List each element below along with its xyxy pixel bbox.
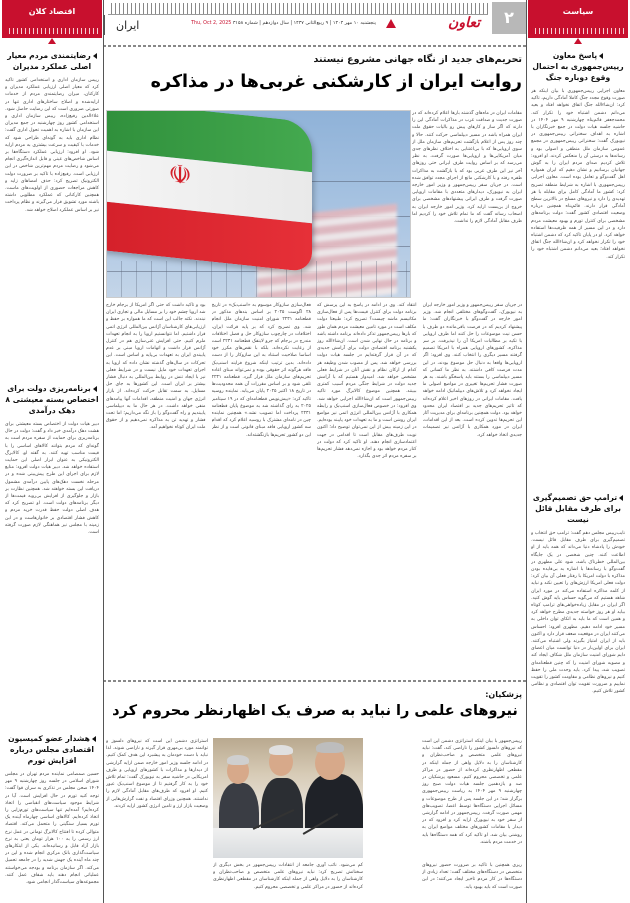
- side-story: [2, 721, 102, 903]
- rubric-macroeconomics: [2, 0, 102, 38]
- main-story-column: در جریان سفر رییس‌جمهور و وزیر امور خارجه ایران به نیویورک، گفت‌وگوهای مختلفی انجام شد. وزیر امور خارجه در گفت‌وگو با خبرنگاران گفت: ما پیشنهاد کردیم که در فرصت باقی‌مانده دو طرف با حسن نیت موضوعات را حل کنند اما طرف اروپایی با تکیه بر مطالبات امریکا آن را نپذیرفت. بر سر مذاکره، کشورهای اروپایی همراه با امریکا تصمیم گرفتند مسیر دیگری را انتخاب کنند. وی افزود: اگر اروپایی‌ها واقعا به دنبال حل موضوع بودند، در این مدت فرصت کافی داشتند. به نظر ما کسانی که مسیر دیپلماسی را بستند باید پاسخگو باشند. به هر صورت فشار تحریم‌ها تغییری در مواضع اصولی ما ایجاد نخواهد کرد و تلاش‌های دیپلماتیک ادامه خواهد یافت. مقامات ایرانی در روزهای اخیر اعلام کرده‌اند که تاثیر تحریم‌های جدید بر اقتصاد ایران محدود خواهد بود. دولت همچنین برنامه‌ای برای مدیریت آثار این تحریم‌ها تدوین کرده است. بعد از این اقدامات، ایران در مورد همکاری با آژانس نیز تصمیمات جدیدی اتخاذ خواهد کرد.: [422, 303, 522, 438]
- bullet-arrow-icon: [92, 736, 96, 742]
- side-story-body: دبیر هیات دولت از اختصاص بسته معیشتی برای هشت دهک درآمدی خبر داد و گفت: دولت در حال برنامه‌ریزی برای حمایت از سفره مردم است به گونه‌ای که مردم بتوانند کالاهای اساسی را با قیمت مناسب تهیه کنند. به گفته او، کالابرگ الکترونیکی به عنوان ابزار اصلی این حمایت استفاده خواهد شد. دبیر هیات دولت افزود: منابع لازم برای اجرای این طرح پیش‌بینی شده و در مرحله نخست دهک‌های پایین درآمدی مشمول دریافت این بسته خواهند شد. همچنین نظارت بر بازار و جلوگیری از افزایش بی‌رویه قیمت‌ها از دیگر برنامه‌های دولت است. او تصریح کرد که هدف اصلی دولت حفظ قدرت خرید مردم و کاهش فشار اقتصادی بر خانوارهاست و در این زمینه با مجلس نیز هماهنگی لازم صورت گرفته است.: [5, 422, 99, 536]
- main-story-column: بود و تاکید داشت که حتی اگر امریکا از برجام خارج شد اروپا چشم خود را بر مسایل مالی و تجاری ایران نبندند. نکته جالب این است که ما همواره بر حفظ و ارزیابی‌های کارشناسان آژانس بین‌المللی انرژی اتمی قرار داشتیم. اما نتوانستیم اروپا را به انجام تعهدات ملزم کنیم. حتی افزایش غنی‌سازی هم در کنترل آژانس قرار داشت و اتهامات اروپا مبنی بر عدم پایبندی ایران به تعهدات بی‌پایه و اساس است. این تحرکات در سال‌های گذشته نشان داده که اروپا به اجرای تعهدات خود مایل نیست و در شرایط فعلی نیز با ایجاد تنش در روابط بین‌المللی به دنبال فشار بیشتر بر ایران است. این کشورها به جای حل مسایل، به سمت تقابل حرکت کرده‌اند. از بازار انرژی جهان و امنیت منطقه، اقدامات آنها پیامدهای منفی خواهد داشت. در هر حال ما به دیپلماسی پایبندیم و راه گفت‌وگو را باز نگه می‌داریم؛ اما تحت فشار و تهدید تن به مذاکره نمی‌دهیم و از حقوق ملت ایران کوتاه نخواهیم آمد.: [106, 303, 206, 431]
- main-story-columns: [106, 302, 522, 672]
- bullet-arrow-icon: [599, 53, 603, 59]
- main-story-column: فعال‌سازی سازوکار موسوم به «اسنپ‌بک» در تاریخ ۲۸ اگوست ۲۰۲۵ بر اساس بندهای مذکور در قطعنامه ۲۲۳۱ شورای امنیت سازمان ملل انجام شد. وی تصریح کرد که بر پایه قرائت ایران، اختلافات در چارچوب سازوکار حل و فصل اختلافات مندرج در برجام که جزو لاینفک قطعنامه ۲۲۳۱ است از رعایت نکرده‌اند. بلکه با نقض‌های مکرر خود اساسا صلاحیت استناد به این سازوکار را از دست داده‌اند. بدین ترتیب اینکه شروع فرایند اسنپ‌بک فاقد هرگونه اثر حقوقی بوده و نمی‌تواند مبنای اعاده تحریم‌های سازمان ملل قرار گیرد. قطعنامه ۲۲۳۱ تلقی شود و بر اساس مقررات آن همه محدودیت‌ها در تاریخ ۱۸ اکتبر ۲۰۲۵ پایان می‌یابد. نماینده روسیه تاکید کرد: «پیش‌نویس قطعنامه‌ای که در ۱۹ سپتامبر ۲۰۲۵ به رای گذاشته شد به موضوع پایان قطعنامه ۲۲۳۱ پرداخت اما تصویب نشد.» همچنین نماینده چین در نامه‌ای مشترک با روسیه اعلام کرد که اقدام سه کشور اروپایی فاقد مبنای قانونی است و از نظر این دو کشور تحریم‌ها بازنگشته‌اند.: [211, 303, 311, 438]
- iran-flag-icon: [106, 110, 312, 272]
- side-story: [2, 367, 102, 721]
- side-story-headline[interactable]: [531, 50, 625, 83]
- dateline-english: Thu, Oct 2, 2025: [191, 21, 232, 26]
- side-story-body: رییس سازمان اداری و استخدامی کشور تاکید کرد که معیار اصلی ارزیابی عملکرد مدیران و کارکنان، میزان رضایتمندی مردم از خدمات ارایه‌شده و اصلاح ساختارهای اداری تنها در صورتی ضروری است که این رضایت حاصل شود. علاءالدین رفیع‌زاده، رییس سازمان اداری و استخدامی کشور روز چهارشنبه در جمع مدیران این سازمان با اشاره به اهمیت تحول اداری گفت: نظام اداری باید به گونه‌ای طراحی شود که خدمات با کیفیت و سرعت بیشتری به مردم ارایه شود. او افزود: ارزیابی عملکرد دستگاه‌ها بر اساس شاخص‌های عینی و قابل اندازه‌گیری انجام می‌شود و رضایت مردم مهم‌ترین شاخص در این ارزیابی است. رفیع‌زاده با تاکید بر ضرورت دولت الکترونیک تصریح کرد: حذف امضاهای زاید و کاهش مراجعات حضوری از اولویت‌های ماست. همچنین کارکنانی که عملکرد مطلوبی داشته باشند مورد تشویق قرار می‌گیرند و نظام پرداخت نیز بر اساس عملکرد اصلاح خواهد شد.: [5, 78, 99, 213]
- rubric-marker-icon: [574, 38, 582, 44]
- second-story-column: استراتژی دشمن این است که نیروهای دلسوز و توانمند مورد بی‌مهری قرار گیرند و ناراضی شوند. لذا نباید با دست خودمان به پیشبرد این هدف کمک کنیم. در ادامه جلسه وزیر امور خارجه ضمن ارایه گزارشی از دیدارها و مذاکرات با کشورهای اروپایی و طرف امریکایی در حاشیه سفر به نیویورک گفت: تمام تلاش خود را به کار گرفتیم تا از موضوع اسنپ‌بک عبور کنیم. او افزود که طرف‌های مقابل آمادگی لازم را نداشتند. همچنین وزرای اقتصاد و نفت گزارش‌هایی از وضعیت بازار ارز و تامین انرژی کشور ارایه کردند.: [106, 739, 208, 809]
- second-story-headline[interactable]: نیروهای علمی را نباید به صرف یک اظهارنظر محروم کرد: [112, 703, 518, 719]
- bullet-arrow-icon: [619, 495, 623, 501]
- second-story-column: رییس‌جمهور با بیان اینکه استراتژی دشمن این است که نیروهای دلسوز کشور را ناراضی کند، گفت: نباید نیروهای علمی متخصص و صاحب‌نظران و کارشناسان را به دلایل واهی از جمله اینکه در مقطعی اظهارنظری کرده‌اند از حضور در مراکز علمی و تخصصی محروم کنیم. مسعود پزشکیان در صد و یازدهمین جلسه هیات دولت صبح روز چهارشنبه ۹ مهر ۱۴۰۴ به ریاست رییس‌جمهوری برگزار شد؛ در این جلسه پس از طرح موضوعات و مسائل اجرایی دستگاه‌ها توسط اعضا، تصویب‌های مهمی صورت گرفت. رییس‌جمهور در ادامه گزارشی از سفر خود به نیویورک ارایه کرد و افزود که در دیدار با مقامات کشورهای مختلف مواضع ایران به روشنی بیان شد. او تاکید کرد که همه دستگاه‌ها باید در خدمت مردم باشند.: [422, 739, 522, 845]
- person-hair: [269, 745, 293, 755]
- second-story-kicker: پزشکیان:: [485, 690, 522, 699]
- side-story-headline-text: رضایتمندی مردم معیار اصلی عملکرد مدیران: [7, 51, 92, 71]
- cabinet-meeting-photo: [213, 738, 363, 858]
- side-story-body: معاون اجرایی رییس‌جمهوری با بیان اینکه هر صورت وقوع مجدد جنگ کاملا آمادگی داریم، تاکید کرد: ان‌شاءالله جنگ اتفاق نخواهد افتاد و بعید می‌دانم دشمن اشتباه خود را تکرار کند. محمدجعفر قائم‌پناه چهارشنبه ۹ مهر ۱۴۰۴ در حاشیه جلسه هیات دولت در جمع خبرنگاران با اشاره به اهداف سخنرانی رییس‌جمهوری در نیویورک گفت: سخنرانی رییس‌جمهوری در مجمع عمومی سازمان ملل منطقی و اصولی بود و رسانه‌ها به درستی آن را منعکس کردند. او افزود: تلاش کردیم صدای مردم ایران را به گوش جهانیان برسانیم و نشان دهیم که ایران همواره اهل گفت‌وگو و تعامل بوده است. معاون اجرایی رییس‌جمهوری با اشاره به شرایط منطقه تصریح کرد: کشور ما آمادگی کامل برای مقابله با هر تهدیدی را دارد و نیروهای مسلح در بالاترین سطح آمادگی قرار دارند. قائم‌پناه همچنین درباره وضعیت اقتصادی کشور گفت: دولت برنامه‌های مشخصی برای کنترل تورم و بهبود معیشت مردم دارد و در این مسیر از همه ظرفیت‌ها استفاده خواهد کرد. او در پایان تاکید کرد که دشمن اشتباه خود را تکرار نخواهد کرد و ان‌شاءالله جنگ اتفاق نخواهد افتاد؛ بعید می‌دانم دشمن اشتباه خود را تکرار کند.: [531, 89, 625, 260]
- second-story-column: کم می‌شود. نائب آوری جامعه از انتقادات رییس‌جمهور در بخش دیگری از سخنانش تصریح کرد: نباید نیروهای علمی متخصص و صاحب‌نظران و کارشناسان را به دلایل واهی از جمله اینکه کارشناسان در مقطعی اظهارنظری کرده‌اند از حضور در مراکز علمی و تخصصی محروم کنیم.: [213, 863, 363, 890]
- iran-emblem-icon: ☫: [168, 158, 192, 192]
- dateline-persian: پنجشنبه ۱۰ مهر ۱۴۰۴ | ۹ ربیع‌الثانی ۱۴۴۷ | سال دوازدهم | شماره ۳۱۵۸: [232, 21, 376, 26]
- dateline: [191, 21, 376, 26]
- right-sidebar: [528, 0, 628, 903]
- side-story: [528, 466, 628, 903]
- side-story-headline-text: پاسخ معاون رییس‌جمهوری به احتمال وقوع دوباره جنگ: [532, 51, 624, 82]
- main-story-lead: مقامات ایران در ماه‌های گذشته بارها اعلام کرده‌اند که در صورت جدیت و صداقت غرب در مذاکرات آمادگی این را دارند که اگر ساز و کارهای پیش رو بالیات حقوق ملت ایران همراه باشد در مسیر دیپلماسی حرکت کنند. حالا و چند روز پس از اعلام بازگشت تحریم‌های سازمان ملل از سوی اروپایی‌ها که با بی‌اعتنایی به اختلاف نظرهای جدی میان آمریکایی‌ها و اروپایی‌ها صورت گرفت، به نظر می‌رسد که بر اساس روایت طرف ایرانی حتی روزهای آخر نیز این طرف غربی بود که با بازگشت به مذاکرات طفره رفته و با کارشکنی مانع از اجرای مجدد توافق شده است. در جریان سفر رییس‌جمهور و وزیر امور خارجه ایران به نیویورک، دیدارهای متعددی با مقامات اروپایی صورت گرفت و طرف ایرانی پیشنهادهای مشخصی برای خروج از بن‌بست ارایه کرد. وزیر امور خارجه ایران به اصحاب رسانه گفت که ما تمام تلاش خود را کردیم اما طرف مقابل آمادگی لازم را نداشت.: [412, 111, 522, 225]
- page-number: ۲: [492, 2, 526, 34]
- side-story-headline[interactable]: [5, 733, 99, 766]
- side-story-headline-text: برنامه‌ریزی دولت برای اختصاص بسته معیشتی ۸ دهک درآمدی: [5, 384, 99, 415]
- side-story-headline[interactable]: [5, 383, 99, 416]
- side-story-body: نایب‌رییس مجلس دهم گفت: ترامپ حق انتخاب و تصمیم‌گیری برای طرف مقابل قائل نیست. خودش را پادشاه دنیا می‌داند که همه باید از او اطاعت کنند. چنین شخصی در یک جایگاه بین‌المللی خطرناک باشد، شود علی مطهری در گفت‌وگو با رسانه‌ها با اشاره به بی‌فایده بودن مذاکره با دولت امریکا با رفتار فعلی آن بیان کرد: دولت فعلی امریکا ارزش‌های را تعیین نکند و نباید از کلمه مذاکره استفاده می‌کند در مورد ایران شاهد هستیم که می‌گوید حساس باید گوش کنید. اگر ایران در مقابل زیاده‌خواهی‌های ترامپ کوتاه بیاید او هر روز خواسته جدیدی مطرح خواهد کرد و همین است که ما باید به اتکای توان داخلی به مسیر خود ادامه دهیم. مطهری افزود: احساس می‌کنند ایران در موقعیت ضعف قرار دارد و اکنون باید از ایران امتیاز بگیرند ولی اشتباه می‌کنند. ایران برای اولین‌بار در دنیا توانست میان اعضای دایم شورای امنیت سازمان ملل شکاف ایجاد کند و مصوبه شورای امنیت را که چنین قطعنامه‌ای تصویب شد، پیدا کرد. باید وحدت ملی را حفظ کنیم و نیروهای نظامی و مقاومت کشور را تقویت نماییم و ضرورت تقویت توان اقتصادی و نظامی کشور تلاش کنیم.: [531, 531, 625, 695]
- masthead: [104, 2, 526, 36]
- person-hair: [227, 755, 249, 765]
- side-story-headline[interactable]: [531, 492, 625, 525]
- bullet-arrow-icon: [93, 386, 97, 392]
- side-story-headline[interactable]: [5, 50, 99, 72]
- column-rule: [526, 0, 527, 903]
- meeting-table: [213, 828, 363, 858]
- main-story-kicker: تحریم‌های جدید از نگاه جهانی مشروع نیستند: [313, 54, 522, 65]
- rubric-marker-icon: [48, 38, 56, 44]
- iran-flag-illustration: [106, 110, 411, 298]
- rubric-ruler: [6, 28, 98, 34]
- column-rule: [103, 0, 104, 903]
- side-story-headline-text: ترامپ حق تصمیم‌گیری برای طرف مقابل قائل نیست: [532, 493, 621, 524]
- triangle-marker-icon: [386, 19, 396, 28]
- bullet-arrow-icon: [93, 53, 97, 59]
- main-story-headline[interactable]: روایت ایران از کارشکنی غربی‌ها در مذاکره: [150, 72, 522, 92]
- side-story-headline-text: هشدار عضو کمیسیون اقتصادی مجلس درباره افزایش تورم: [8, 734, 94, 765]
- rubric-label: سیاست: [562, 7, 594, 16]
- dashed-divider: [104, 45, 526, 47]
- left-sidebar: [2, 0, 102, 903]
- rubric-label: اقتصاد کلان: [28, 7, 76, 16]
- side-story: [528, 38, 628, 466]
- rubric-ruler: [532, 28, 624, 34]
- person-hair: [316, 742, 344, 753]
- rubric-politics: [528, 0, 628, 38]
- section-name[interactable]: ایران: [116, 19, 140, 32]
- header-ruler: [108, 3, 488, 15]
- newspaper-logo[interactable]: تعاون: [448, 15, 480, 31]
- dashed-divider: [104, 680, 526, 682]
- main-story-column: انتقاد کند. وی در ادامه در پاسخ به این پرسش که برنامه دولت برای کنترل قیمت‌ها پس از فعال‌سازی مکانیسم ماشه چیست؟ تصریح کرد: طبیعتا دولت مکلف است در مورد تامین معیشت مردم همان طور که بارها رییس‌جمهور تذکر داده‌اند برنامه داشته باشد و برنامه در حال نهایی شدن است. ان‌شاءالله روز یکشنبه برنامه اقتصادی دولت برای آرامش جدیدی که در آن قرار گرفته‌ایم در جلسه هیات دولت بررسی خواهد شد. پس از مصوب شدن وظیفه هر کدام از ارکان نظام و نقش آنان در شرایط فعلی مشخص خواهد شد. امیدوار هستیم که با آرامش جدید دولت در شرایط جنگی مردم آسیب کمتری ببینند. همچنین موضوع کالابرگ مورد تاکید رییس‌جمهور است که ان‌شاءالله اجرایی خواهد شد. وی افزود: در خصوص فعال‌سازی اسنپ‌بک و رابطه همکاری با آژانس بین‌المللی انرژی اتمی نیز مواضع ایران روشن است و ما به تعهدات خود پایبند بوده‌ایم. در این زمینه بیش از این نمی‌توان توضیح داد؛ اکنون نوبت طرف‌های مقابل است تا اقدامی در جهت اعتمادسازی انجام دهند. او تاکید کرد که دولت در کنار مردم خواهد بود و اجازه نمی‌دهد فشار تحریم‌ها بر سفره مردم اثر جدی بگذارد.: [317, 303, 417, 460]
- second-story-column: ریزی همچنین با تاکید بر ضرورت حضور نیروهای متخصص در دستگاه‌های مختلف گفت: تعداد زیادی از دستگاه‌ها در کار مردم تاخیر ایجاد می‌کنند؛ در این صورت است که باید بهبود یابد.: [422, 863, 522, 890]
- side-story-body: حسین صمصامی نماینده مردم تهران در مجلس شورای اسلامی در جلسه روز چهارشنبه ۹ مهر ۱۴۰۴ صحن مجلس در تذکری به سران قوا گفت: توجه کنید تورم در حال افزایش است. آیا در شرایط موجود سیاست‌های انقباضی را اتخاذ کرده‌ایم؟ آمده‌ایم تنها سیاست‌های تورم‌زایی را اتخاذ کرده‌ایم. کالاهای اساسی چهارماه آینده یک تورم بسیار سنگینی را متحمل می‌کند. اقتصاد متوالی کرده تا افتتاح کالابرگ تومانی در عمل نرخ ارز رسمی را به ۱۰۰ هزار تومان یعنی به نرخ بازار آزاد قابل و رسانیده‌اند. یکی از ابتکارهای سیاست‌گذاری بانک مرکزی انجام شده و این در چند ماه آینده یک جهش شدید را در جامعه تحمیل می‌کند. اگر سازمان برنامه و بودجه می‌خواستند عملیاتی انجام دهند باید شفاف عمل کنند. مجموعه‌های سیاست‌گذار انجامی شود.: [5, 772, 99, 886]
- side-story: [2, 38, 102, 367]
